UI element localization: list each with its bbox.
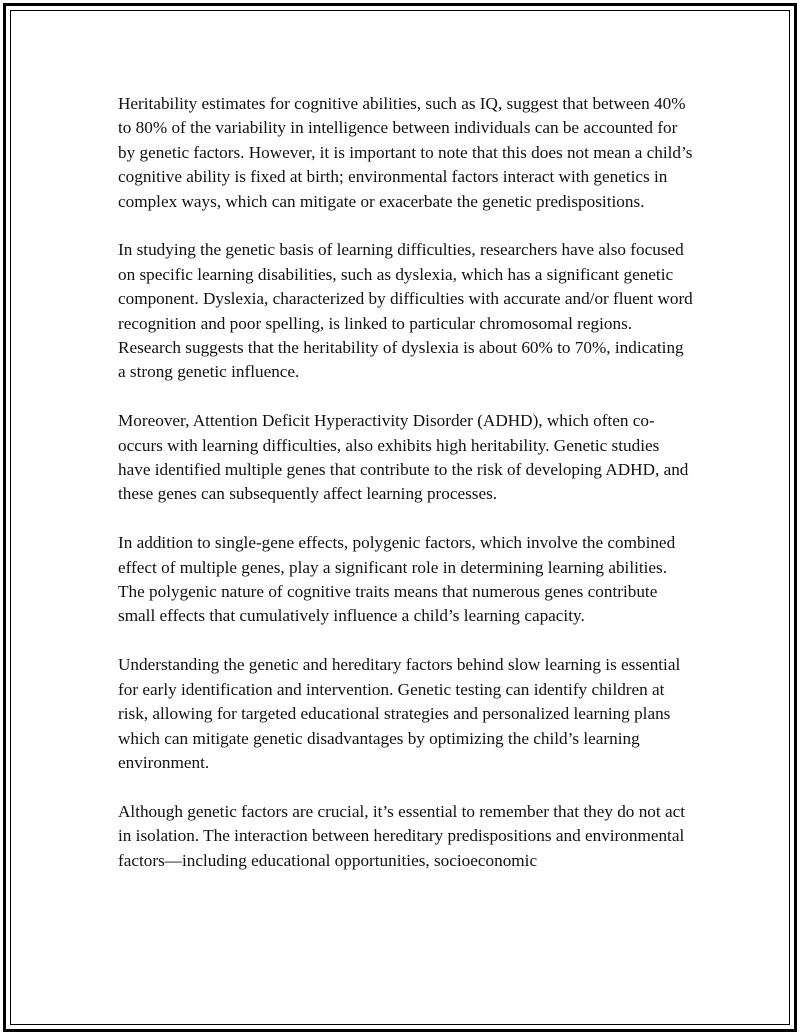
paragraph-heritability-iq: Heritability estimates for cognitive abilities, such as IQ, suggest that between 40% to 80% of the variability in intelligence between individuals can be accounted for by genetic factors. However, it is important to note that this does not mean a child’s cognitive ability is fixed at birth; environmental factors interact with genetics in complex ways, which can mitigate or exacerbate the genetic predispositions. <box>118 94 693 211</box>
document-body <box>118 92 693 897</box>
paragraph-genetic-testing: Understanding the genetic and hereditary factors behind slow learning is essential for early identification and intervention. Genetic testing can identify children at risk, allowing for targeted educational strategies and personalized learning plans which can mitigate genetic disadvantages by optimizing the child’s learning environment. <box>118 655 681 772</box>
paragraph-environment: Although genetic factors are crucial, it’s essential to remember that they do not act in isolation. The interaction between hereditary predispositions and environmental factors—including educational opportunities, socioeconomic <box>118 801 685 870</box>
paragraph-adhd: Moreover, Attention Deficit Hyperactivity Disorder (ADHD), which often co-occurs with learning difficulties, also exhibits high heritability. Genetic studies have identified multiple genes that contribute to the risk of developing ADHD, and these genes can subsequently affect learning processes. <box>118 411 689 504</box>
paragraph-polygenic: In addition to single-gene effects, polygenic factors, which involve the combined effect of multiple genes, play a significant role in determining learning abilities. The polygenic nature of cognitive traits means that numerous genes contribute small effects that cumulatively influence a child’s learning capacity. <box>118 533 676 626</box>
paragraph-dyslexia: In studying the genetic basis of learning difficulties, researchers have also focused on specific learning disabilities, such as dyslexia, which has a significant genetic component. Dyslexia, characterized by difficulties with accurate and/or fluent word recognition and poor spelling, is linked to particular chromosomal regions. Research suggests that the heritability of dyslexia is about 60% to 70%, indicating a strong genetic influence. <box>118 240 693 382</box>
